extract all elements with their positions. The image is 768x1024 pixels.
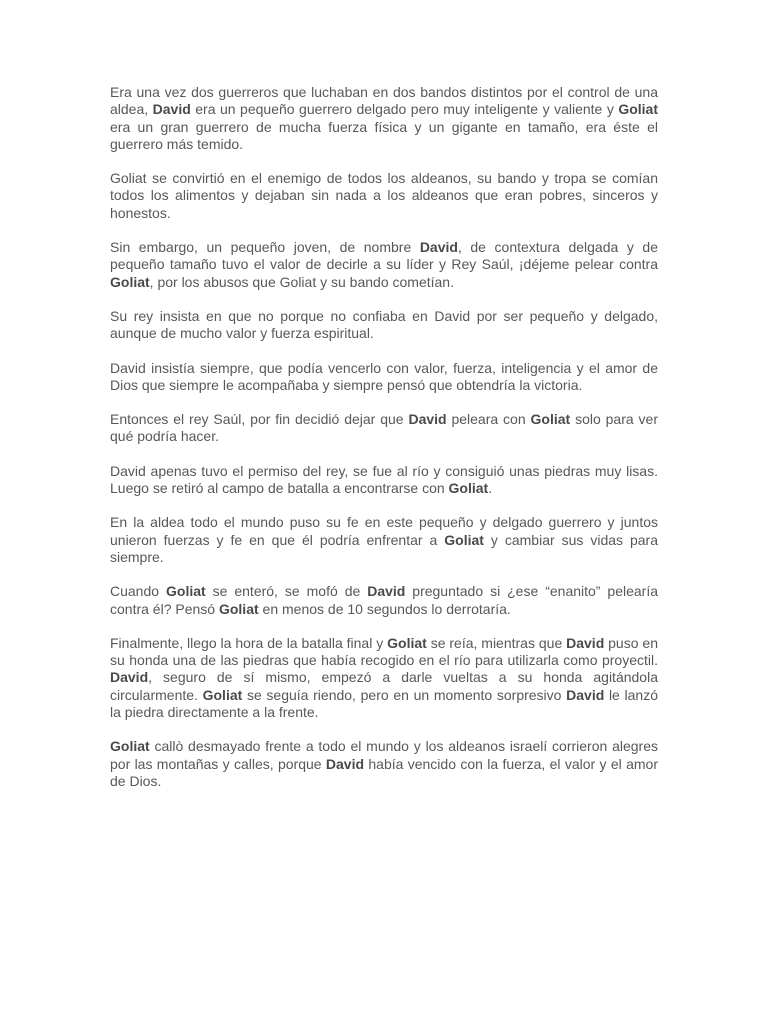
bold-name: Goliat [218,600,259,617]
paragraph-text: Goliat se convirtió en el enemigo de todos los aldeanos, su bando y tropa se comían todos los alimentos y dejaban sin nada a los aldeanos que eran pobres, sinceros y honestos. [110,170,658,221]
paragraph-text: Era una vez dos guerreros que luchaban en dos bandos distintos por el control de una aldea, [110,84,658,118]
paragraph-10 [110,635,658,721]
bold-name: David [566,634,605,651]
paragraph-text: , por los abusos que Goliat y su bando cometían. [149,273,454,290]
paragraph-text: , seguro de sí mismo, empezó a darle vueltas a su honda agitándola circularmente. [110,669,658,703]
paragraph-text: Entonces el rey Saúl, por fin decidió dejar que [110,411,409,428]
bold-name: Goliat [448,480,489,497]
paragraph-1 [110,84,658,153]
document-page [110,84,658,807]
paragraph-text: peleara con [446,411,531,428]
paragraph-text: callò desmayado frente a todo el mundo y los aldeanos israelí corrieron alegres por las montañas y calles, porque [110,738,658,772]
paragraph-text: era un gran guerrero de mucha fuerza física y un gigante en tamaño, era éste el guerrero más temido. [110,118,658,152]
bold-name: Goliat [387,634,427,651]
bold-name: David [566,686,605,703]
bold-name: David [325,755,365,772]
paragraph-text: era un pequeño guerrero delgado pero muy inteligente y valiente y [190,101,619,118]
paragraph-text: puso en su honda una de las piedras que había recogido en el río para utilizarla como proyectil. [110,634,658,669]
paragraph-text: , de contextura delgada y de pequeño tamaño tuvo el valor de decirle a su líder y Rey Saúl, ¡déjeme pelear contra [110,239,658,273]
paragraph-text: le lanzó la piedra directamente a la frente. [110,686,658,721]
paragraph-text: había vencido con la fuerza, el valor y el amor de Dios. [110,755,658,789]
paragraph-text: solo para ver qué podría hacer. [110,411,658,445]
paragraph-4 [110,308,658,343]
bold-name: Goliat [166,583,206,600]
bold-name: David [419,239,458,256]
paragraph-3 [110,239,658,291]
paragraph-text: se reía, mientras que [426,634,567,651]
bold-name: Goliat [530,411,571,428]
paragraph-text: y cambiar sus vidas para siempre. [110,531,659,565]
paragraph-text: Cuando [110,583,166,600]
bold-name: Goliat [110,273,150,290]
bold-name: Goliat [202,686,243,703]
bold-name: David [408,411,447,428]
bold-name: David [110,669,149,686]
bold-name: Goliat [110,738,150,755]
bold-name: Goliat [618,101,658,118]
paragraph-text: David apenas tuvo el permiso del rey, se fue al río y consiguió unas piedras muy lisas. Luego se retiró al campo de batalla a encontrarse con [110,462,658,497]
paragraph-11 [110,738,658,790]
paragraph-text: . [488,480,493,497]
paragraph-2 [110,170,658,222]
paragraph-text: se enteró, se mofó de [205,583,368,600]
bold-name: Goliat [444,531,484,548]
paragraph-text: Su rey insista en que no porque no confiaba en David por ser pequeño y delgado, aunque de mucho valor y fuerza espiritual. [110,307,658,342]
paragraph-text: En la aldea todo el mundo puso su fe en este pequeño y delgado guerrero y juntos unieron fuerzas y fe en que él podría enfrentar a [110,514,658,548]
bold-name: David [152,101,191,118]
paragraph-9 [110,583,658,618]
paragraph-text: en menos de 10 segundos lo derrotaría. [258,600,511,617]
paragraph-text: Finalmente, llego la hora de la batalla final y [110,634,388,651]
paragraph-7 [110,463,658,498]
paragraph-8 [110,514,658,566]
paragraph-6 [110,411,658,446]
bold-name: David [367,583,406,600]
paragraph-text: se seguía riendo, pero en un momento sorpresivo [242,686,567,703]
paragraph-text: David insistía siempre, que podía vencerlo con valor, fuerza, inteligencia y el amor de Dios que siempre le acompañaba y siempre pensó que obtendría la victoria. [110,359,658,393]
paragraph-text: preguntado si ¿ese “enanito” pelearía contra él? Pensó [110,583,659,617]
paragraph-5 [110,360,658,395]
paragraph-text: Sin embargo, un pequeño joven, de nombre [110,239,420,256]
